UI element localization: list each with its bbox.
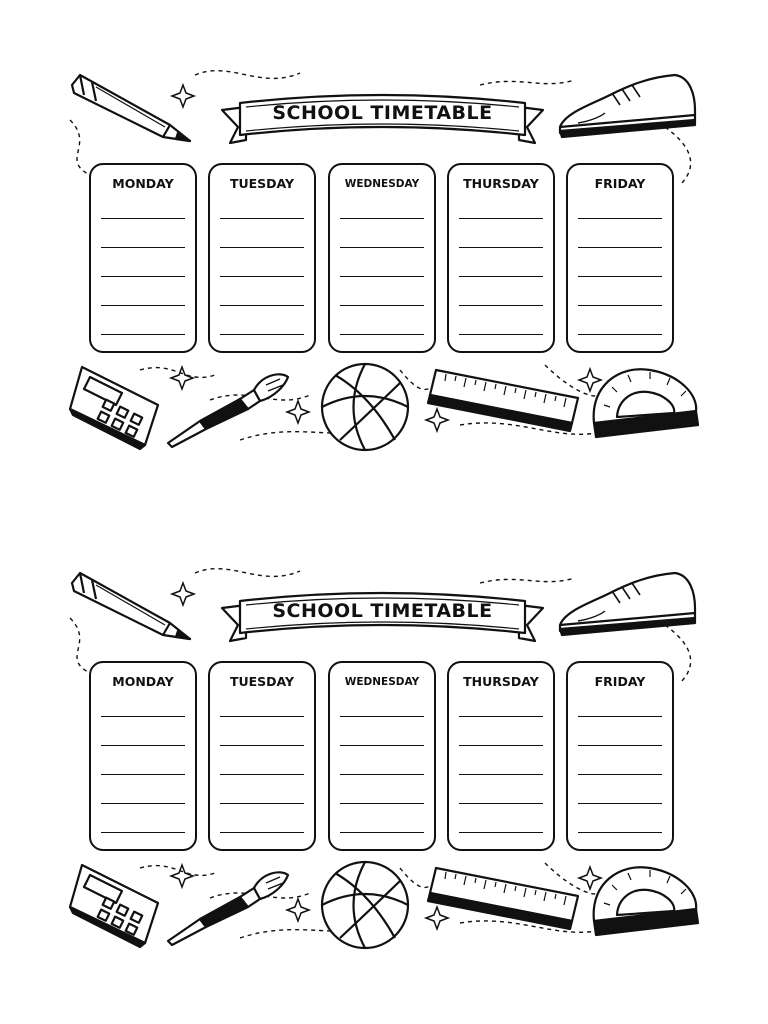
day-column-friday — [566, 661, 674, 851]
page-title: SCHOOL TIMETABLE — [272, 600, 493, 622]
day-header: FRIDAY — [594, 674, 646, 689]
sparkle-icon — [579, 867, 601, 889]
day-column-tuesday — [208, 163, 316, 353]
dashed-doodle — [545, 863, 600, 894]
paintbrush-icon — [168, 374, 288, 447]
ruler-icon — [428, 868, 578, 929]
day-header: MONDAY — [112, 674, 174, 689]
title-banner — [220, 593, 545, 639]
writing-line[interactable] — [340, 305, 424, 306]
writing-line[interactable] — [220, 774, 304, 775]
sparkle-icon — [172, 85, 194, 107]
writing-line[interactable] — [101, 334, 185, 335]
writing-line[interactable] — [459, 247, 543, 248]
sparkle-icon — [172, 583, 194, 605]
writing-line[interactable] — [578, 247, 662, 248]
writing-line[interactable] — [101, 774, 185, 775]
dashed-doodle — [480, 578, 575, 583]
writing-line[interactable] — [578, 218, 662, 219]
writing-line[interactable] — [101, 305, 185, 306]
protractor-icon — [594, 867, 698, 935]
pencil-icon — [72, 75, 190, 141]
day-header: TUESDAY — [229, 674, 295, 689]
dashed-doodle — [545, 365, 600, 396]
timetable-sheet-bottom — [0, 563, 768, 963]
day-column-thursday — [447, 163, 555, 353]
writing-line[interactable] — [220, 803, 304, 804]
writing-line[interactable] — [101, 247, 185, 248]
day-header: FRIDAY — [594, 176, 646, 191]
sparkle-icon — [426, 907, 448, 929]
writing-line[interactable] — [220, 832, 304, 833]
day-header: THURSDAY — [463, 176, 539, 191]
writing-line[interactable] — [459, 745, 543, 746]
dashed-doodle — [70, 120, 90, 175]
writing-line[interactable] — [340, 716, 424, 717]
writing-line[interactable] — [220, 745, 304, 746]
day-column-wednesday — [328, 163, 436, 353]
day-column-thursday — [447, 661, 555, 851]
writing-line[interactable] — [459, 334, 543, 335]
writing-line[interactable] — [340, 832, 424, 833]
writing-line[interactable] — [340, 247, 424, 248]
day-header: TUESDAY — [229, 176, 295, 191]
writing-line[interactable] — [220, 218, 304, 219]
writing-line[interactable] — [340, 334, 424, 335]
page-title: SCHOOL TIMETABLE — [272, 102, 493, 124]
writing-line[interactable] — [340, 218, 424, 219]
timetable-sheet-top — [0, 65, 768, 465]
sparkle-icon — [287, 401, 309, 423]
dashed-doodle — [195, 71, 300, 79]
basketball-icon — [322, 364, 408, 450]
writing-line[interactable] — [101, 218, 185, 219]
writing-line[interactable] — [340, 774, 424, 775]
writing-line[interactable] — [578, 832, 662, 833]
writing-line[interactable] — [578, 276, 662, 277]
writing-line[interactable] — [101, 276, 185, 277]
writing-line[interactable] — [578, 774, 662, 775]
dashed-doodle — [480, 80, 575, 85]
day-column-monday — [89, 163, 197, 353]
writing-line[interactable] — [578, 334, 662, 335]
pencil-icon — [72, 573, 190, 639]
protractor-icon — [594, 369, 698, 437]
writing-line[interactable] — [220, 334, 304, 335]
day-header: WEDNESDAY — [344, 676, 420, 688]
writing-line[interactable] — [101, 832, 185, 833]
calculator-icon — [70, 367, 158, 449]
writing-line[interactable] — [578, 716, 662, 717]
writing-line[interactable] — [459, 803, 543, 804]
writing-line[interactable] — [578, 305, 662, 306]
day-column-friday — [566, 163, 674, 353]
sparkle-icon — [426, 409, 448, 431]
writing-line[interactable] — [459, 305, 543, 306]
writing-line[interactable] — [101, 803, 185, 804]
writing-line[interactable] — [578, 745, 662, 746]
writing-line[interactable] — [220, 716, 304, 717]
writing-line[interactable] — [340, 803, 424, 804]
title-banner — [220, 95, 545, 141]
writing-line[interactable] — [340, 276, 424, 277]
paintbrush-icon — [168, 872, 288, 945]
day-header: THURSDAY — [463, 674, 539, 689]
writing-line[interactable] — [220, 305, 304, 306]
writing-line[interactable] — [220, 276, 304, 277]
day-header: MONDAY — [112, 176, 174, 191]
writing-line[interactable] — [101, 716, 185, 717]
dashed-doodle — [195, 569, 300, 577]
day-header: WEDNESDAY — [344, 178, 420, 190]
writing-line[interactable] — [459, 832, 543, 833]
sparkle-icon — [287, 899, 309, 921]
writing-line[interactable] — [340, 745, 424, 746]
writing-line[interactable] — [578, 803, 662, 804]
writing-line[interactable] — [459, 218, 543, 219]
dashed-doodle — [70, 618, 90, 673]
sparkle-icon — [579, 369, 601, 391]
writing-line[interactable] — [459, 716, 543, 717]
day-column-monday — [89, 661, 197, 851]
sneaker-icon — [560, 573, 695, 635]
writing-line[interactable] — [459, 276, 543, 277]
writing-line[interactable] — [101, 745, 185, 746]
sneaker-icon — [560, 75, 695, 137]
day-column-wednesday — [328, 661, 436, 851]
writing-line[interactable] — [220, 247, 304, 248]
basketball-icon — [322, 862, 408, 948]
calculator-icon — [70, 865, 158, 947]
ruler-icon — [428, 370, 578, 431]
day-column-tuesday — [208, 661, 316, 851]
writing-line[interactable] — [459, 774, 543, 775]
